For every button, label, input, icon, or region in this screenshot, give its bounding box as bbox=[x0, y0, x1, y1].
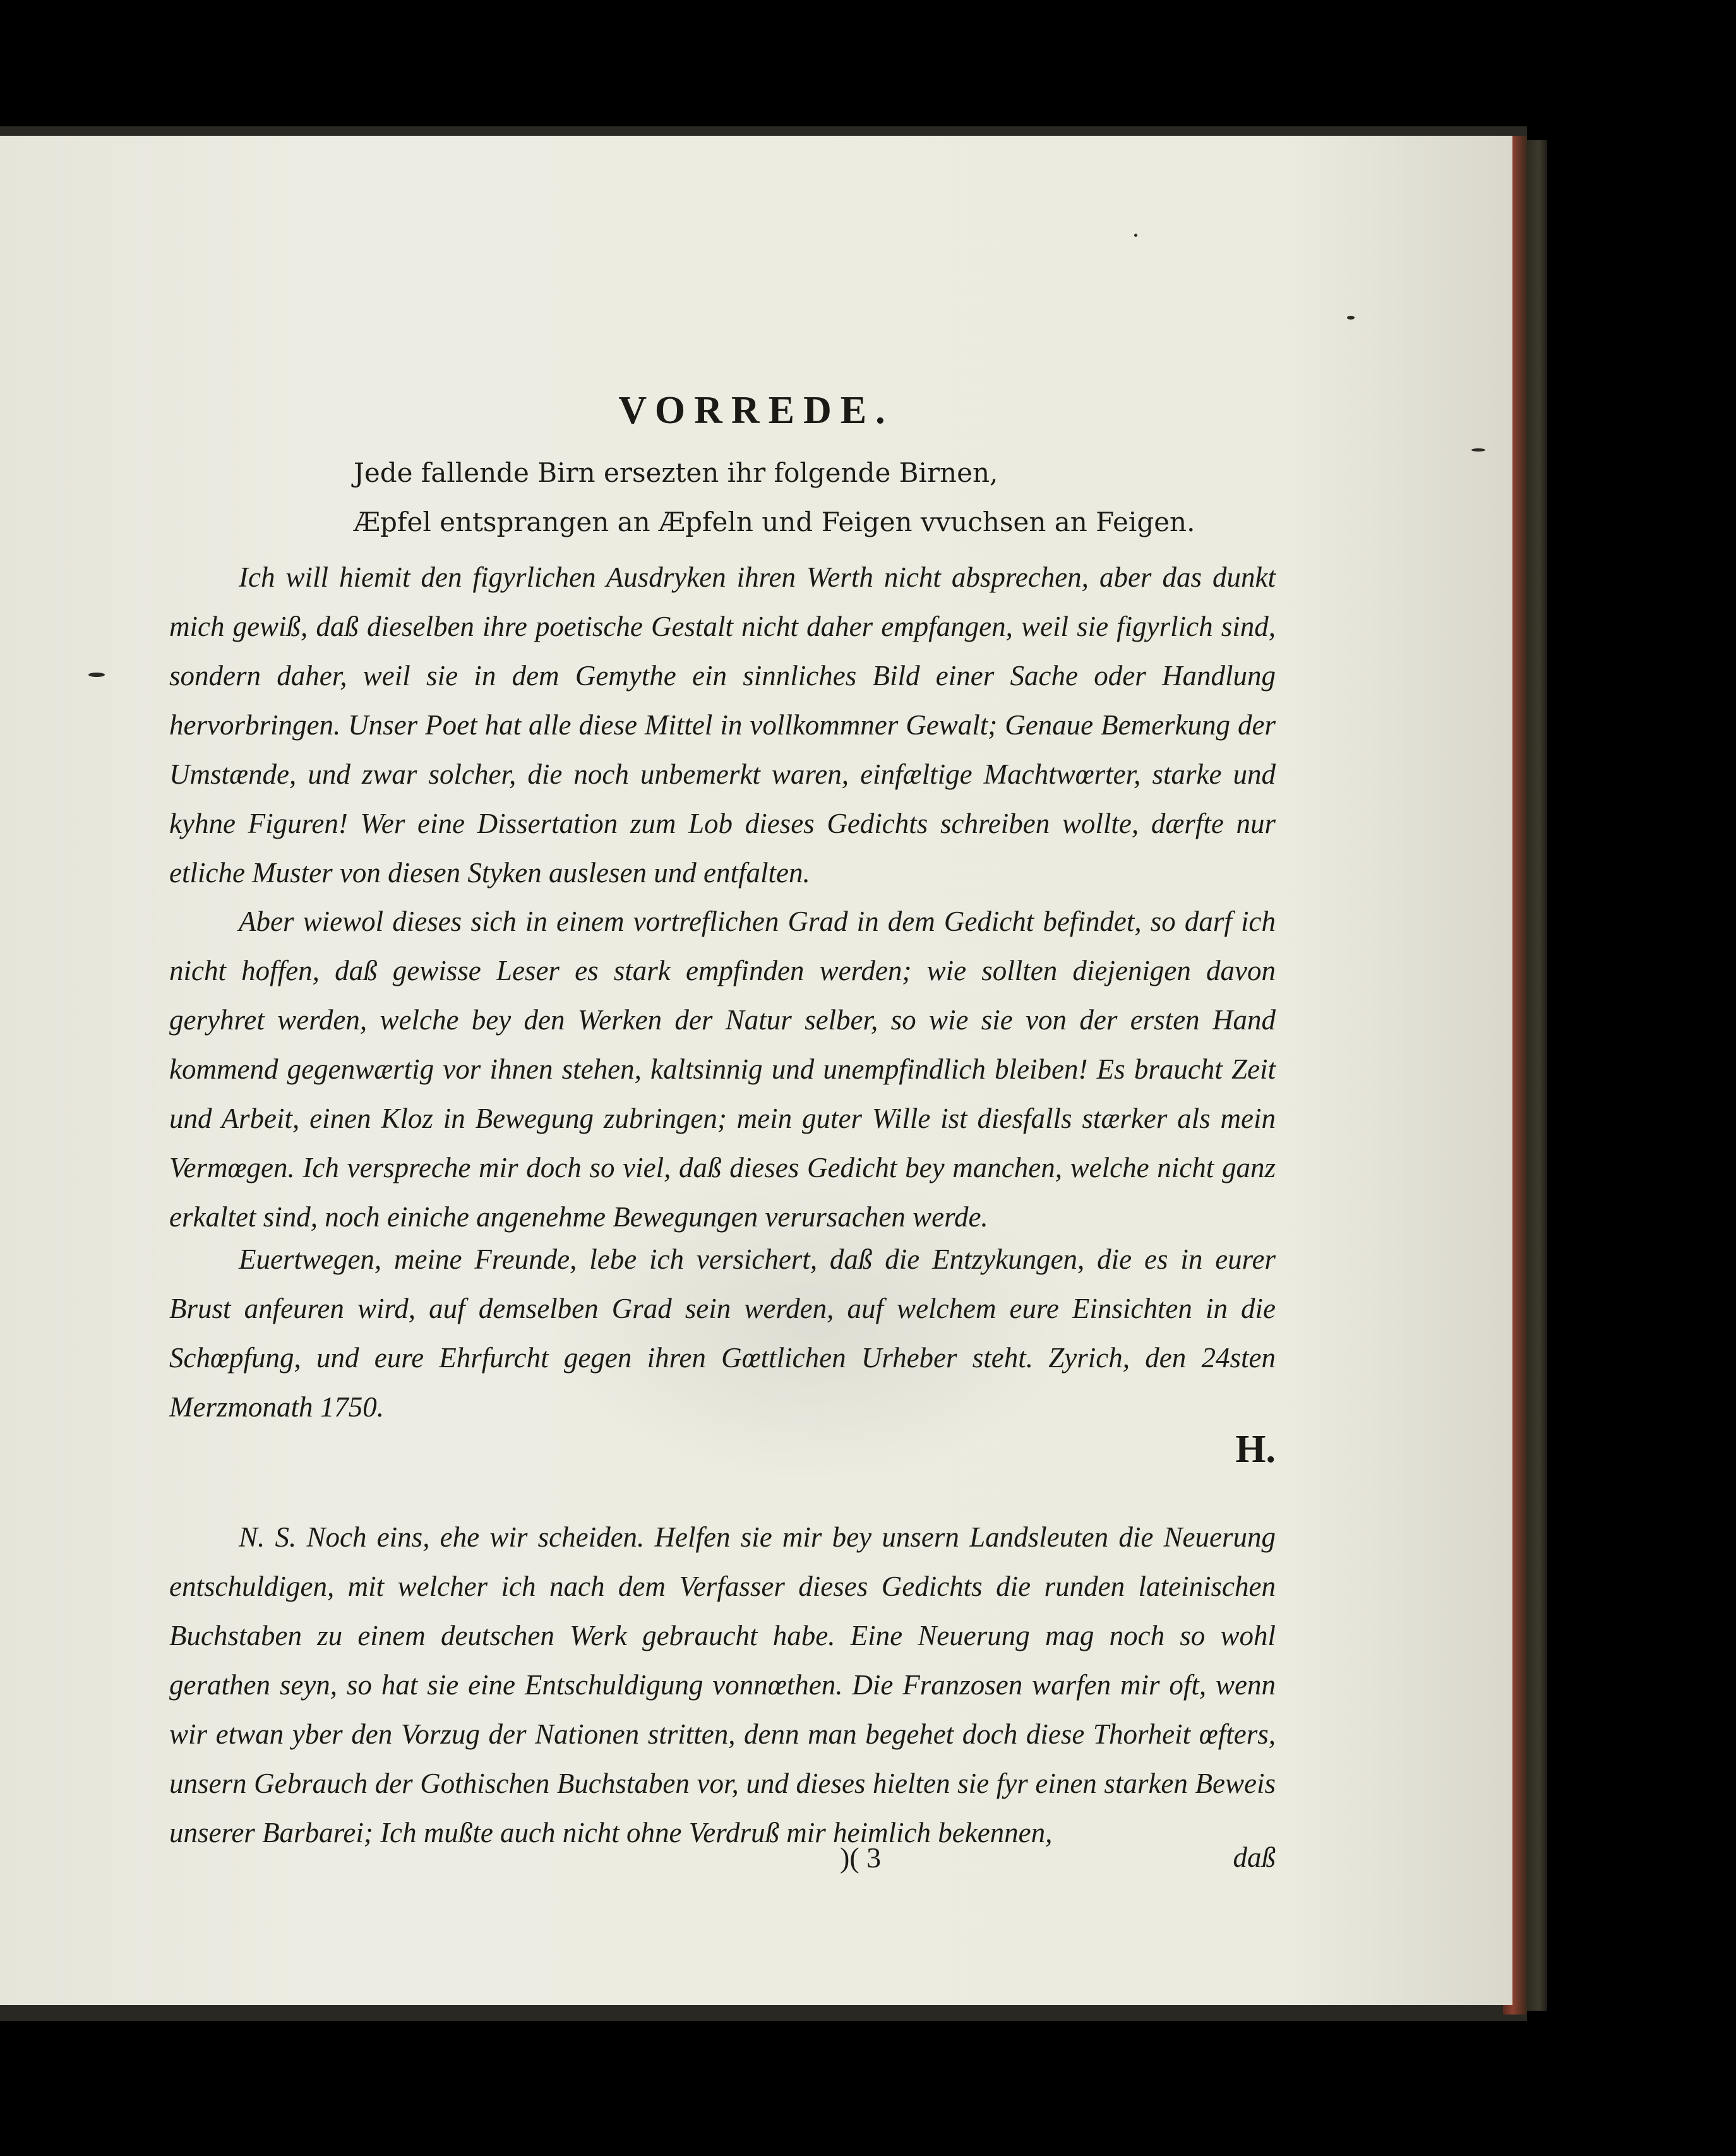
ink-speck bbox=[1134, 234, 1137, 237]
signature-mark: )( 3 bbox=[840, 1842, 882, 1874]
motto-line: Æpfel entsprangen an Æpfeln und Feigen vvuchsen an Feigen. bbox=[354, 506, 1195, 537]
preface-paragraph: Aber wiewol dieses sich in einem vortreflichen Grad in dem Gedicht befindet, so darf ich nicht hoffen, daß gewisse Leser es stark empfinden werden; wie sollten diejenigen davon geryhret werden, welche bey den Werken der Natur selber, so wie sie von der ersten Hand kommend gegenwærtig vor ihnen stehen, kaltsinnig und unempfindlich bleiben! Es braucht Zeit und Arbeit, einen Kloz in Bewegung zubringen; mein guter Wille ist diesfalls stærker als mein Vermœgen. Ich verspreche mir doch so viel, daß dieses Gedicht bey manchen, welche nicht ganz erkaltet sind, noch einiche angenehme Bewegungen verursachen werde. bbox=[169, 906, 1276, 1233]
ink-speck bbox=[1471, 448, 1485, 452]
motto-line: Jede fallende Birn ersezten ihr folgende Birnen, bbox=[354, 457, 998, 488]
postscript-paragraph: N. S. Noch eins, ehe wir scheiden. Helfen sie mir bey unsern Landsleuten die Neuerung entschuldigen, mit welcher ich nach dem Verfasser dieses Gedichts die runden lateinischen Buchstaben zu einem deutschen Werk gebraucht habe. Eine Neuerung mag noch so wohl gerathen seyn, so hat sie eine Entschuldigung vonnœthen. Die Franzosen warfen mir oft, wenn wir etwan yber den Vorzug der Nationen stritten, denn man begehet doch diese Thorheit œfters, unsern Gebrauch der Gothischen Buchstaben vor, und dieses hielten sie fyr einen starken Beweis unserer Barbarei; Ich mußte auch nicht ohne Verdruß mir heimlich bekennen, bbox=[169, 1521, 1276, 1848]
page-heading: VORREDE. bbox=[618, 389, 894, 432]
preface-paragraph: Euertwegen, meine Freunde, lebe ich versichert, daß die Entzykungen, die es in eurer Brust anfeuren wird, auf demselben Grad sein werden, auf welchem eure Einsichten in die Schœpfung, und eure Ehrfurcht gegen ihren Gœttlichen Urheber steht. Zyrich, den 24sten Merzmonath 1750. bbox=[169, 1243, 1276, 1423]
preface-paragraph: Ich will hiemit den figyrlichen Ausdryken ihren Werth nicht absprechen, aber das dunkt mich gewiß, daß dieselben ihre poetische Gestalt nicht daher empfangen, weil sie figyrlich sind, sondern daher, weil sie in dem Gemythe ein sinnliches Bild einer Sache oder Handlung hervorbringen. Unser Poet hat alle diese Mittel in vollkommner Gewalt; Genaue Bemerkung der Umstænde, und zwar solcher, die noch unbemerkt waren, einfæltige Machtwœrter, starke und kyhne Figuren! Wer eine Dissertation zum Lob dieses Gedichts schreiben wollte, dærfte nur etliche Muster von diesen Styken auslesen und entfalten. bbox=[169, 561, 1276, 889]
ink-speck bbox=[88, 673, 105, 677]
signature-initial: H. bbox=[1235, 1428, 1276, 1471]
book-cover bbox=[1527, 140, 1547, 2011]
book-page bbox=[0, 136, 1512, 2005]
ink-speck bbox=[1347, 316, 1355, 320]
motto bbox=[354, 448, 1427, 547]
catchword: daß bbox=[1233, 1842, 1276, 1873]
